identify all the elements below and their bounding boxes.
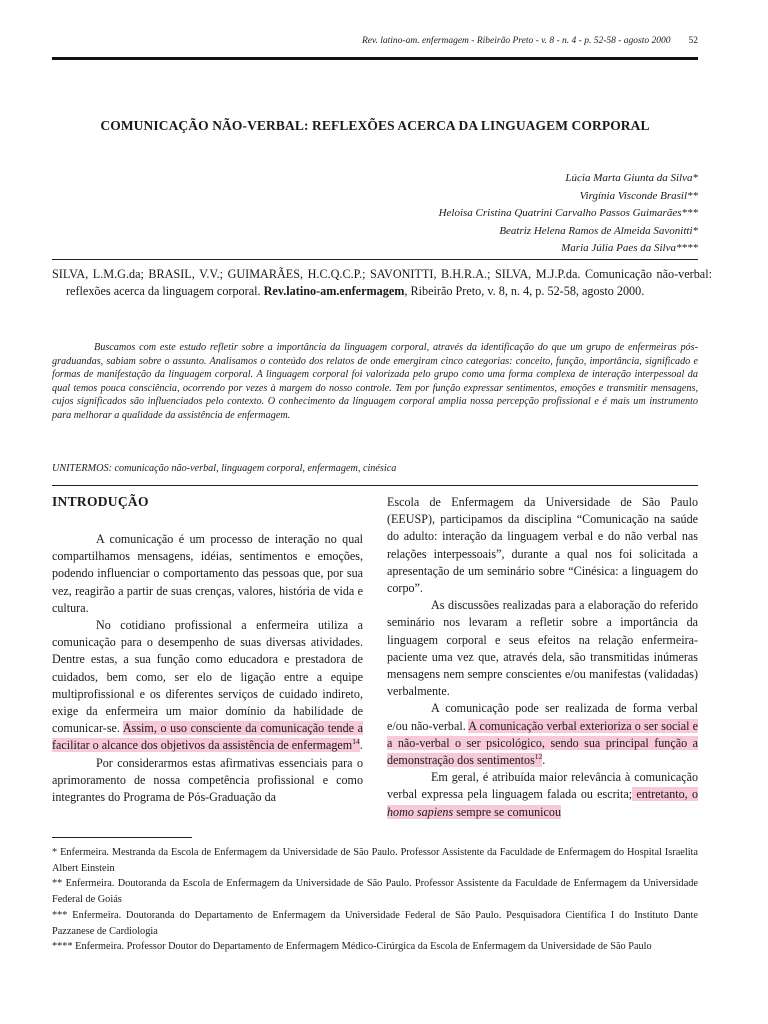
reference-number: 12 <box>534 752 543 762</box>
paragraph: Por considerarmos estas afirmativas essenciais para o aprimoramento de nossa competência profissional e como integrantes do Programa de Pós-Graduação da <box>52 755 363 805</box>
citation: SILVA, L.M.G.da; BRASIL, V.V.; GUIMARÃES, H.C.Q.C.P.; SAVONITTI, B.H.R.A.; SILVA, M.J.P.da. Comunicação não-verbal: reflexões acerca da linguagem corporal. Rev.latino-am.enfermagem, Ribeirão Preto, v. 8, n. 4, p. 52-58, agosto 2000. <box>52 267 712 298</box>
abstract: Buscamos com este estudo refletir sobre a importância da linguagem corporal, através da identificação do que um grupo de enfermeiras pós-graduandas, sabiam sobre o assunto. Analisamos o conteúdo dos relatos de onde emergiram cinco categorias: conceito, função, importância, significado e formas de manifestação da linguagem corporal. A linguagem corporal foi valorizada pelo grupo como uma forma complexa de interação interpessoal da qual temos pouca consciência, ocorrendo por vezes à margem do nosso controle. Tem por função expressar sentimentos, emoções e transmitir mensagens, cujos significados são influenciados pelo contexto. O conhecimento da linguagem corporal amplia nossa percepção profissional e é mais um instrumento para melhorar a qualidade da assistência de enfermagem. <box>52 342 698 421</box>
paragraph: As discussões realizadas para a elaboração do referido seminário nos levaram a refletir sobre a importância da linguagem corporal e seus efeitos na relação enfermeira-paciente uma vez que, através dela, são transmitidas inúmeras mensagens nem sempre conscientes e/ou manifestas (validadas) verbalmente. <box>387 598 698 699</box>
keywords-divider <box>52 485 698 486</box>
highlight: A comunicação verbal exterioriza o ser social e a não-verbal o ser psicológico, sendo sua principal função a demonstração dos sentimentos$^{12}$ <box>387 718 698 768</box>
author: Maria Júlia Paes da Silva**** <box>561 242 698 254</box>
paragraph: Em geral, é atribuída maior relevância à comunicação verbal expressa pela linguagem falada ou escrita; entretanto, o homo sapiens sempre se comunicou <box>387 770 698 819</box>
reference-number: 14 <box>352 737 360 747</box>
paragraph: A comunicação é um processo de interação no qual compartilhamos mensagens, idéias, sentimentos e emoções, podendo influenciar o comportamento das pessoas que, por sua vez, reagirão a partir de suas crenças, valores, história de vida e cultura. <box>52 532 363 615</box>
highlight: Assim, o uso consciente da comunicação tende a facilitar o alcance dos objetivos da assistência de enfermagem$^{14}$ <box>52 721 363 753</box>
article-title: COMUNICAÇÃO NÃO-VERBAL: REFLEXÕES ACERCA DA LINGUAGEM CORPORAL <box>100 118 650 133</box>
footnote: ** Enfermeira. Doutoranda da Escola de Enfermagem da Universidade de São Paulo. Professor Assistente da Faculdade de Enfermagem da Universidade Federal de Goiás <box>52 878 698 906</box>
running-header <box>52 36 698 56</box>
footnote: **** Enfermeira. Professor Doutor do Departamento de Enfermagem Médico-Cirúrgica da Escola de Enfermagem da Universidade de São Paulo <box>52 941 652 953</box>
paragraph: Escola de Enfermagem da Universidade de São Paulo (EEUSP), participamos da disciplina “Comunicação na saúde do adulto: interação da linguagem verbal e do não verbal nas relações interpessoais”, durante a qual nos foi solicitada a apresentação de um seminário sobre “Cinésica: a linguagem do corpo”. <box>387 495 698 596</box>
right-column <box>387 494 698 821</box>
header-rule <box>52 57 698 60</box>
author-list <box>300 170 698 258</box>
left-column <box>52 531 363 806</box>
paragraph: A comunicação pode ser realizada de forma verbal e/ou não-verbal. A comunicação verbal exterioriza o ser social e a não-verbal o ser psicológico, sendo sua principal função a demonstração dos sentimentos$^{12}$. <box>387 701 698 768</box>
footnote: *** Enfermeira. Doutoranda do Departamento de Enfermagem da Universidade Federal de São Paulo. Pesquisadora Científica I do Instituto Dante Pazzanese de Cardiologia <box>52 909 698 937</box>
paragraph: No cotidiano profissional a enfermeira utiliza a comunicação para o desempenho de suas diversas atividades. Dentre estas, a sua função como educadora e prestadora de cuidados, bem como, ser elo de ligação entre a equipe multiprofissional e os diferentes serviços de cuidado indireto, exige da enfermeira um maior domínio da habilidade de comunicar-se. Assim, o uso consciente da comunicação tende a facilitar o alcance dos objetivos da assistência de enfermagem$^{14}$. <box>52 618 363 753</box>
authors-divider <box>52 259 698 260</box>
page-number: 52 <box>688 36 698 46</box>
author: Lúcia Marta Giunta da Silva* <box>565 172 698 184</box>
section-heading: INTRODUÇÃO <box>52 494 149 509</box>
highlight: entretanto, o homo sapiens sempre se comunicou <box>387 787 698 819</box>
author: Beatriz Helena Ramos de Almeida Savonitti* <box>499 224 698 237</box>
footnote-divider <box>52 837 192 838</box>
journal-reference: Rev. latino-am. enfermagem - Ribeirão Preto - v. 8 - n. 4 - p. 52-58 - agosto 2000 <box>361 36 671 46</box>
keywords: UNITERMOS: comunicação não-verbal, linguagem corporal, enfermagem, cinésica <box>52 463 397 474</box>
footnotes <box>52 845 698 955</box>
footnote: * Enfermeira. Mestranda da Escola de Enfermagem da Universidade de São Paulo. Professor Assistente da Faculdade de Enfermagem do Hospital Israelita Albert Einstein <box>52 847 698 874</box>
author: Heloisa Cristina Quatrini Carvalho Passos Guimarães*** <box>438 207 698 219</box>
author: Virgínia Visconde Brasil** <box>579 189 698 202</box>
citation-journal: Rev.latino-am.enfermagem <box>263 284 405 298</box>
